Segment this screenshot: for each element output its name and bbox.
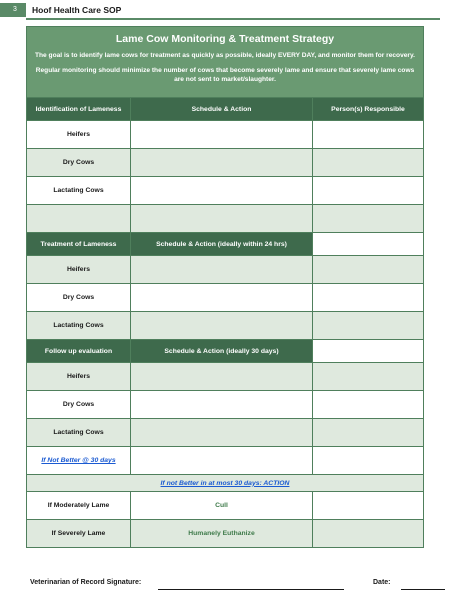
severely-lame-action: Humanely Euthanize	[131, 520, 313, 548]
responsible-cell[interactable]	[313, 419, 424, 447]
page-number: 3	[0, 3, 26, 17]
row-label: Dry Cows	[27, 391, 131, 419]
responsible-cell[interactable]	[313, 312, 424, 340]
banner-row	[27, 27, 424, 98]
date-line[interactable]	[401, 589, 445, 590]
table-row	[27, 312, 424, 340]
schedule-cell[interactable]	[131, 177, 313, 205]
responsible-cell[interactable]	[313, 492, 424, 520]
row-label: Dry Cows	[27, 149, 131, 177]
moderately-lame-action: Cull	[131, 492, 313, 520]
date-label: Date:	[373, 579, 391, 586]
identification-schedule-header: Schedule & Action	[131, 98, 313, 121]
monitoring-table	[26, 26, 424, 548]
row-label: Heifers	[27, 121, 131, 149]
table-row	[27, 492, 424, 520]
row-label: Lactating Cows	[27, 312, 131, 340]
table-row	[27, 284, 424, 312]
table-row	[27, 419, 424, 447]
followup-empty-header	[313, 340, 424, 363]
followup-schedule-header: Schedule & Action (ideally 30 days)	[131, 340, 313, 363]
responsible-cell[interactable]	[313, 205, 424, 233]
schedule-cell[interactable]	[131, 312, 313, 340]
responsible-cell[interactable]	[313, 121, 424, 149]
action-cell	[27, 475, 424, 492]
action-row	[27, 475, 424, 492]
row-label: Heifers	[27, 256, 131, 284]
schedule-cell[interactable]	[131, 205, 313, 233]
schedule-cell[interactable]	[131, 121, 313, 149]
banner-paragraph-goal: The goal is to identify lame cows for treatment as quickly as possible, ideally EVERY DAY, and monitor them for recovery.	[35, 52, 415, 60]
table-row	[27, 121, 424, 149]
row-label: Dry Cows	[27, 284, 131, 312]
identification-header-row	[27, 98, 424, 121]
action-link[interactable]: If not Better in at most 30 days: ACTION	[160, 479, 290, 487]
table-row	[27, 177, 424, 205]
treatment-header-row	[27, 233, 424, 256]
responsible-cell[interactable]	[313, 520, 424, 548]
not-better-cell	[27, 447, 131, 475]
not-better-link[interactable]: If Not Better @ 30 days	[41, 457, 116, 464]
table-row	[27, 205, 424, 233]
treatment-empty-header	[313, 233, 424, 256]
header-rule	[26, 18, 440, 20]
responsible-cell[interactable]	[313, 149, 424, 177]
signature-footer	[0, 572, 471, 596]
row-label: Lactating Cows	[27, 177, 131, 205]
followup-header: Follow up evaluation	[27, 340, 131, 363]
schedule-cell[interactable]	[131, 284, 313, 312]
signature-line[interactable]	[158, 589, 344, 590]
row-label	[27, 205, 131, 233]
responsible-cell[interactable]	[313, 284, 424, 312]
treatment-header: Treatment of Lameness	[27, 233, 131, 256]
schedule-cell[interactable]	[131, 391, 313, 419]
severely-lame-label: If Severely Lame	[27, 520, 131, 548]
responsible-cell[interactable]	[313, 256, 424, 284]
document-title: Hoof Health Care SOP	[32, 5, 122, 15]
signature-label: Veterinarian of Record Signature:	[30, 579, 142, 586]
banner	[27, 27, 424, 98]
responsible-cell[interactable]	[313, 447, 424, 475]
identification-responsible-header: Person(s) Responsible	[313, 98, 424, 121]
row-label: Lactating Cows	[27, 419, 131, 447]
schedule-cell[interactable]	[131, 256, 313, 284]
treatment-schedule-header: Schedule & Action (ideally within 24 hrs)	[131, 233, 313, 256]
schedule-cell[interactable]	[131, 419, 313, 447]
table-row	[27, 149, 424, 177]
table-row	[27, 391, 424, 419]
banner-title: Lame Cow Monitoring & Treatment Strategy	[115, 33, 335, 46]
banner-paragraph-monitoring: Regular monitoring should minimize the number of cows that become severely lame and ensure that severely lame cows are not sent to market/slaughter.	[35, 67, 415, 83]
table-row	[27, 520, 424, 548]
table-row	[27, 256, 424, 284]
identification-header: Identification of Lameness	[27, 98, 131, 121]
responsible-cell[interactable]	[313, 391, 424, 419]
responsible-cell[interactable]	[313, 363, 424, 391]
row-label: Heifers	[27, 363, 131, 391]
table-row	[27, 363, 424, 391]
schedule-cell[interactable]	[131, 363, 313, 391]
followup-header-row	[27, 340, 424, 363]
schedule-cell[interactable]	[131, 149, 313, 177]
moderately-lame-label: If Moderately Lame	[27, 492, 131, 520]
responsible-cell[interactable]	[313, 177, 424, 205]
table-row	[27, 447, 424, 475]
schedule-cell[interactable]	[131, 447, 313, 475]
page-header	[0, 0, 440, 20]
